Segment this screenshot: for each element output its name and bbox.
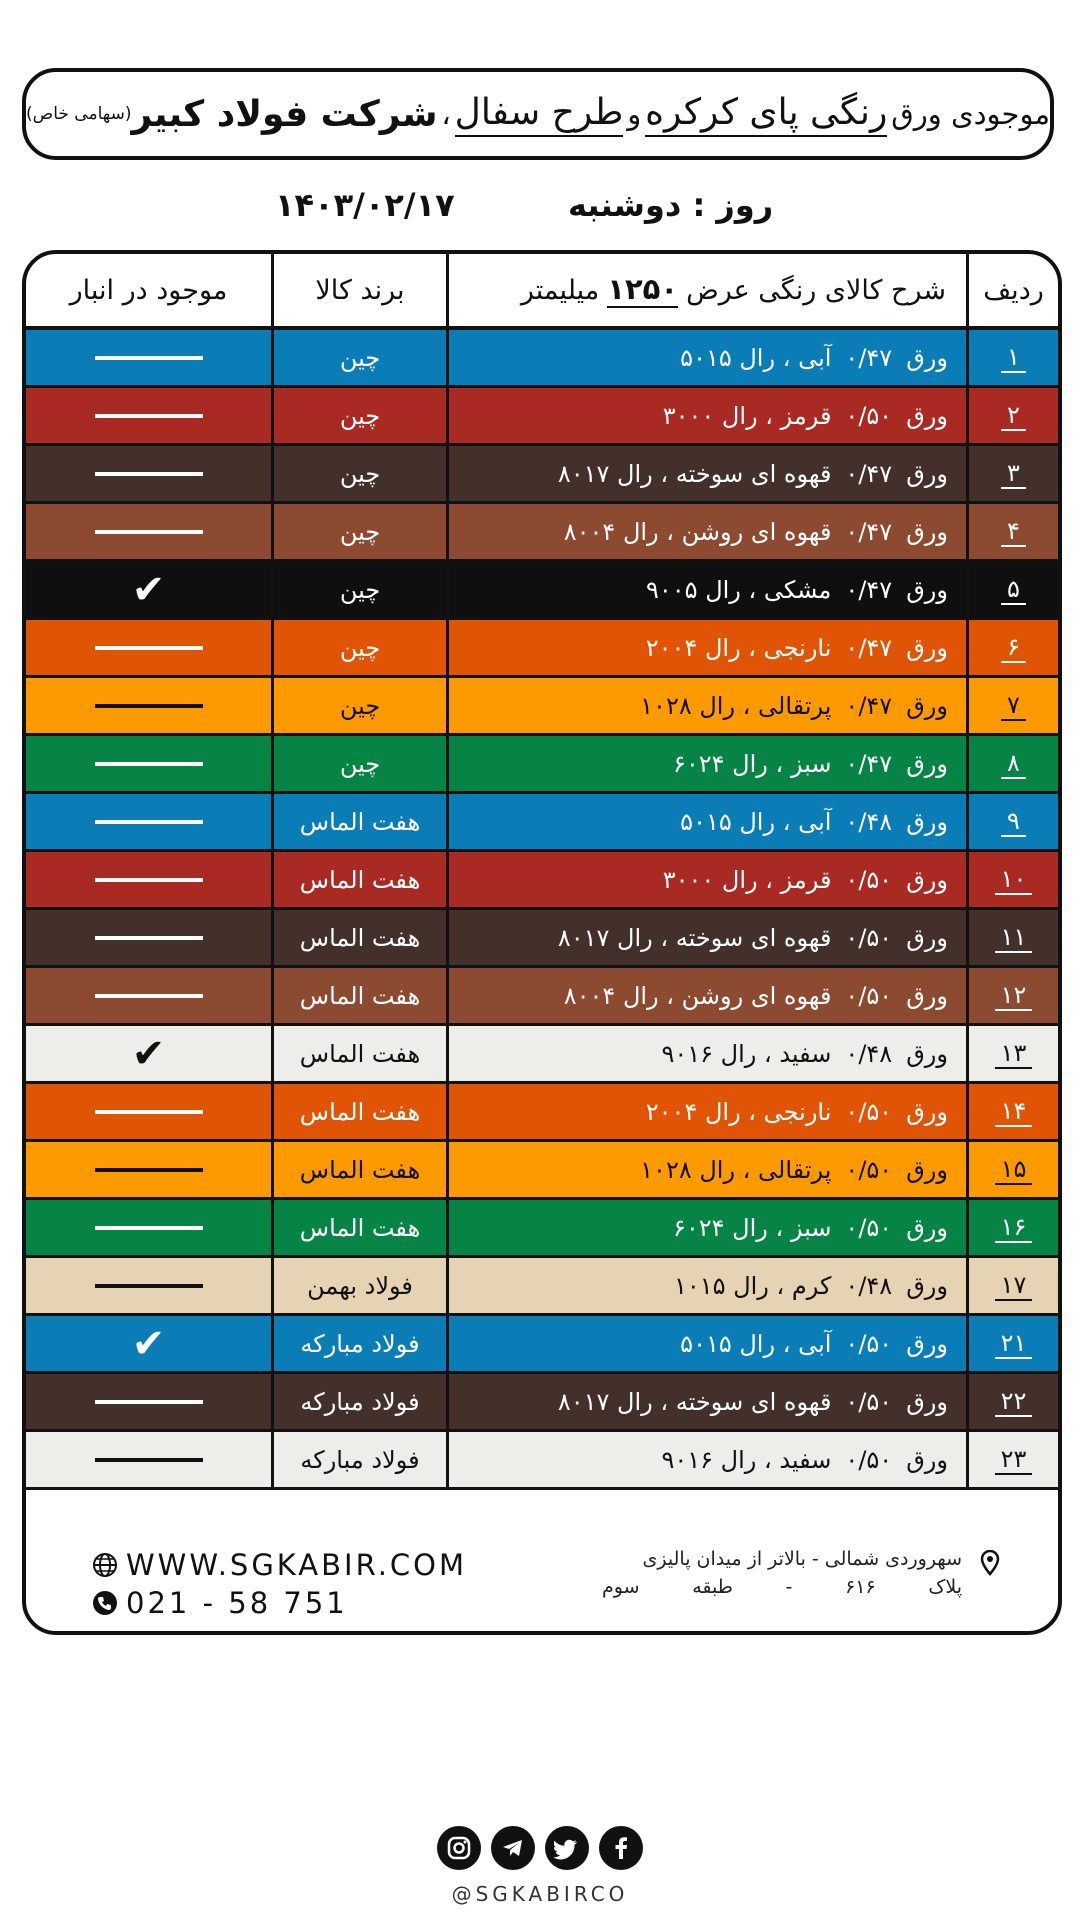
row-number-cell — [969, 852, 1058, 907]
table-row — [26, 678, 1058, 736]
thickness: ۰/۵۰ — [845, 401, 893, 430]
out-of-stock-dash — [95, 1284, 203, 1288]
table-row — [26, 794, 1058, 852]
description-cell — [449, 794, 969, 849]
color-spec: قرمز ، رال ۳۰۰۰ — [662, 401, 832, 430]
description-cell — [449, 1258, 969, 1313]
header-desc-width: ۱۲۵۰ — [607, 272, 679, 306]
phone[interactable] — [92, 1586, 348, 1620]
color-spec: قهوه ای روشن ، رال ۸۰۰۴ — [563, 517, 832, 546]
out-of-stock-dash — [95, 646, 203, 650]
in-stock-check-icon: ✔ — [131, 566, 166, 613]
facebook-icon[interactable] — [599, 1826, 643, 1870]
color-spec: نارنجی ، رال ۲۰۰۴ — [645, 633, 832, 662]
table-row — [26, 1374, 1058, 1432]
header-desc-post: میلیمتر — [520, 274, 600, 306]
company-name: شرکت فولاد کبیر — [131, 93, 438, 135]
stock-cell — [26, 736, 274, 791]
social-icons — [0, 1826, 1080, 1870]
row-number: ۱۳ — [995, 1039, 1033, 1069]
row-number-cell — [969, 1026, 1058, 1081]
description-cell — [449, 562, 969, 617]
thickness: ۰/۵۰ — [845, 1155, 893, 1184]
table-header — [26, 254, 1058, 330]
description-cell — [449, 968, 969, 1023]
table-row — [26, 1142, 1058, 1200]
color-spec: قهوه ای سوخته ، رال ۸۰۱۷ — [557, 923, 832, 952]
description-cell — [449, 330, 969, 385]
color-spec: قرمز ، رال ۳۰۰۰ — [662, 865, 832, 894]
out-of-stock-dash — [95, 356, 203, 360]
title-comma: ، — [441, 97, 451, 131]
product-word: ورق — [906, 401, 948, 430]
row-number: ۸ — [1001, 749, 1026, 779]
stock-cell — [26, 1258, 274, 1313]
color-spec: سفید ، رال ۹۰۱۶ — [661, 1445, 832, 1474]
location-pin-icon — [980, 1550, 1000, 1580]
row-number-cell — [969, 1316, 1058, 1371]
thickness: ۰/۵۰ — [845, 865, 893, 894]
row-number-cell — [969, 620, 1058, 675]
table-row — [26, 504, 1058, 562]
row-number: ۱۲ — [995, 981, 1033, 1011]
thickness: ۰/۴۷ — [845, 517, 893, 546]
product-word: ورق — [906, 459, 948, 488]
row-number-cell — [969, 1084, 1058, 1139]
globe-icon — [92, 1552, 118, 1578]
out-of-stock-dash — [95, 878, 203, 882]
row-number: ۹ — [1001, 807, 1026, 837]
product-word: ورق — [906, 1039, 948, 1068]
description-cell — [449, 1374, 969, 1429]
table-row — [26, 1026, 1058, 1084]
address-word: ۶۱۶ — [845, 1576, 876, 1598]
out-of-stock-dash — [95, 414, 203, 418]
row-number-cell — [969, 388, 1058, 443]
product-word: ورق — [906, 1271, 948, 1300]
instagram-icon[interactable] — [437, 1826, 481, 1870]
footer — [26, 1504, 1058, 1634]
brand-cell: فولاد مبارکه — [274, 1374, 449, 1429]
color-spec: قهوه ای سوخته ، رال ۸۰۱۷ — [557, 1387, 832, 1416]
row-number-cell — [969, 794, 1058, 849]
website[interactable] — [92, 1548, 467, 1582]
product-word: ورق — [906, 1387, 948, 1416]
thickness: ۰/۵۰ — [845, 1445, 893, 1474]
out-of-stock-dash — [95, 472, 203, 476]
thickness: ۰/۵۰ — [845, 1213, 893, 1242]
product-word: ورق — [906, 749, 948, 778]
color-spec: کرم ، رال ۱۰۱۵ — [674, 1271, 832, 1300]
row-number-cell — [969, 1258, 1058, 1313]
thickness: ۰/۵۰ — [845, 981, 893, 1010]
description-cell — [449, 910, 969, 965]
telegram-icon[interactable] — [491, 1826, 535, 1870]
table-row — [26, 1200, 1058, 1258]
row-number: ۲۳ — [995, 1445, 1033, 1475]
company-type: (سهامی خاص) — [26, 104, 132, 124]
header-desc-pre: شرح کالای رنگی عرض — [686, 274, 946, 306]
phone-text: 021 - 58 751 — [126, 1586, 348, 1620]
out-of-stock-dash — [95, 1110, 203, 1114]
title-part1: موجودی ورق — [891, 97, 1050, 131]
out-of-stock-dash — [95, 762, 203, 766]
row-number: ۱۶ — [995, 1213, 1033, 1243]
description-cell — [449, 1084, 969, 1139]
color-spec: قهوه ای سوخته ، رال ۸۰۱۷ — [557, 459, 832, 488]
header-num: ردیف — [983, 274, 1044, 306]
row-number: ۱۵ — [995, 1155, 1033, 1185]
thickness: ۰/۵۰ — [845, 1387, 893, 1416]
brand-cell: چین — [274, 504, 449, 559]
row-number: ۱۱ — [995, 923, 1033, 953]
stock-cell — [26, 1200, 274, 1255]
table-row — [26, 852, 1058, 910]
row-number-cell — [969, 910, 1058, 965]
color-spec: آبی ، رال ۵۰۱۵ — [680, 1329, 832, 1358]
out-of-stock-dash — [95, 820, 203, 824]
description-cell — [449, 678, 969, 733]
address-word: سوم — [602, 1576, 640, 1598]
in-stock-check-icon: ✔ — [131, 1320, 166, 1367]
thickness: ۰/۵۰ — [845, 1329, 893, 1358]
stock-cell — [26, 1374, 274, 1429]
brand-cell: هفت الماس — [274, 1084, 449, 1139]
thickness: ۰/۴۷ — [845, 575, 893, 604]
table-row — [26, 736, 1058, 794]
product-word: ورق — [906, 1329, 948, 1358]
stock-cell — [26, 794, 274, 849]
row-number: ۷ — [1001, 691, 1026, 721]
product-word: ورق — [906, 981, 948, 1010]
row-number-cell — [969, 1200, 1058, 1255]
row-number: ۶ — [1001, 633, 1026, 663]
description-cell — [449, 736, 969, 791]
date-value: ۱۴۰۳/۰۲/۱۷ — [275, 186, 455, 224]
description-cell — [449, 1200, 969, 1255]
description-cell — [449, 1026, 969, 1081]
address-word: - — [785, 1576, 793, 1598]
table-row — [26, 330, 1058, 388]
address-word: طبقه — [692, 1576, 733, 1598]
thickness: ۰/۵۰ — [845, 1097, 893, 1126]
product-word: ورق — [906, 691, 948, 720]
description-cell — [449, 1432, 969, 1487]
title-banner — [22, 68, 1054, 160]
product-word: ورق — [906, 1097, 948, 1126]
row-number: ۴ — [1001, 517, 1026, 547]
phone-icon — [92, 1590, 118, 1616]
in-stock-check-icon: ✔ — [131, 1030, 166, 1077]
stock-cell — [26, 1026, 274, 1081]
description-cell — [449, 852, 969, 907]
brand-cell: هفت الماس — [274, 968, 449, 1023]
thickness: ۰/۴۸ — [845, 807, 893, 836]
stock-cell — [26, 910, 274, 965]
stock-cell — [26, 1084, 274, 1139]
row-number: ۱۷ — [995, 1271, 1033, 1301]
thickness: ۰/۴۸ — [845, 1271, 893, 1300]
description-cell — [449, 1142, 969, 1197]
header-brand: برند کالا — [274, 254, 449, 326]
thickness: ۰/۴۷ — [845, 343, 893, 372]
table-row — [26, 388, 1058, 446]
row-number-cell — [969, 1142, 1058, 1197]
product-word: ورق — [906, 343, 948, 372]
stock-cell — [26, 446, 274, 501]
color-spec: پرتقالی ، رال ۱۰۲۸ — [640, 1155, 832, 1184]
brand-cell: چین — [274, 736, 449, 791]
table-row — [26, 910, 1058, 968]
row-number: ۲ — [1001, 401, 1026, 431]
product-word: ورق — [906, 575, 948, 604]
color-spec: سبز ، رال ۶۰۲۴ — [672, 749, 832, 778]
brand-cell: چین — [274, 562, 449, 617]
brand-cell: چین — [274, 330, 449, 385]
row-number: ۱۰ — [995, 865, 1033, 895]
row-number-cell — [969, 1374, 1058, 1429]
thickness: ۰/۴۸ — [845, 1039, 893, 1068]
row-number: ۱ — [1001, 343, 1026, 373]
inventory-table — [22, 250, 1062, 1635]
product-word: ورق — [906, 807, 948, 836]
date-line — [0, 186, 1080, 236]
table-row — [26, 1432, 1058, 1490]
social-handle: @SGKABIRCO — [451, 1882, 629, 1906]
brand-cell: هفت الماس — [274, 794, 449, 849]
out-of-stock-dash — [95, 704, 203, 708]
date-day: روز : دوشنبه — [568, 186, 774, 224]
row-number-cell — [969, 562, 1058, 617]
stock-cell — [26, 388, 274, 443]
brand-cell: هفت الماس — [274, 1142, 449, 1197]
color-spec: آبی ، رال ۵۰۱۵ — [680, 807, 832, 836]
out-of-stock-dash — [95, 936, 203, 940]
address-line2 — [602, 1576, 962, 1598]
color-spec: سبز ، رال ۶۰۲۴ — [672, 1213, 832, 1242]
description-cell — [449, 388, 969, 443]
table-row — [26, 1258, 1058, 1316]
stock-cell — [26, 1432, 274, 1487]
product-word: ورق — [906, 865, 948, 894]
description-cell — [449, 446, 969, 501]
website-text: WWW.SGKABIR.COM — [126, 1548, 468, 1582]
brand-cell: فولاد مبارکه — [274, 1432, 449, 1487]
title-part2: رنگی پای کرکره — [645, 91, 887, 137]
row-number-cell — [969, 504, 1058, 559]
brand-cell: هفت الماس — [274, 910, 449, 965]
stock-cell — [26, 1142, 274, 1197]
product-word: ورق — [906, 1445, 948, 1474]
title-part4: طرح سفال — [455, 91, 624, 137]
color-spec: پرتقالی ، رال ۱۰۲۸ — [640, 691, 832, 720]
thickness: ۰/۴۷ — [845, 749, 893, 778]
header-description — [449, 254, 969, 326]
description-cell — [449, 504, 969, 559]
thickness: ۰/۴۷ — [845, 633, 893, 662]
stock-cell — [26, 852, 274, 907]
twitter-icon[interactable] — [545, 1826, 589, 1870]
stock-cell — [26, 968, 274, 1023]
table-row — [26, 1316, 1058, 1374]
color-spec: قهوه ای روشن ، رال ۸۰۰۴ — [563, 981, 832, 1010]
color-spec: سفید ، رال ۹۰۱۶ — [661, 1039, 832, 1068]
brand-cell: فولاد بهمن — [274, 1258, 449, 1313]
brand-cell: چین — [274, 446, 449, 501]
brand-cell: فولاد مبارکه — [274, 1316, 449, 1371]
product-word: ورق — [906, 1155, 948, 1184]
stock-cell — [26, 330, 274, 385]
brand-cell: هفت الماس — [274, 1026, 449, 1081]
address-word: پلاک — [928, 1576, 962, 1598]
color-spec: نارنجی ، رال ۲۰۰۴ — [645, 1097, 832, 1126]
row-number-cell — [969, 446, 1058, 501]
table-row — [26, 968, 1058, 1026]
table-row — [26, 446, 1058, 504]
out-of-stock-dash — [95, 1226, 203, 1230]
product-word: ورق — [906, 517, 948, 546]
row-number-cell — [969, 330, 1058, 385]
product-word: ورق — [906, 1213, 948, 1242]
row-number-cell — [969, 678, 1058, 733]
row-number-cell — [969, 968, 1058, 1023]
title-part3: و — [627, 97, 642, 131]
table-row — [26, 620, 1058, 678]
out-of-stock-dash — [95, 1168, 203, 1172]
color-spec: مشکی ، رال ۹۰۰۵ — [646, 575, 832, 604]
row-number: ۱۴ — [995, 1097, 1033, 1127]
row-number-cell — [969, 1432, 1058, 1487]
thickness: ۰/۵۰ — [845, 923, 893, 952]
thickness: ۰/۴۷ — [845, 691, 893, 720]
stock-cell — [26, 562, 274, 617]
brand-cell: چین — [274, 620, 449, 675]
table-row — [26, 562, 1058, 620]
brand-cell: هفت الماس — [274, 1200, 449, 1255]
row-number: ۲۲ — [995, 1387, 1033, 1417]
table-row — [26, 1084, 1058, 1142]
row-number-cell — [969, 736, 1058, 791]
header-stock: موجود در انبار — [26, 254, 274, 326]
color-spec: آبی ، رال ۵۰۱۵ — [680, 343, 832, 372]
out-of-stock-dash — [95, 530, 203, 534]
stock-cell — [26, 620, 274, 675]
out-of-stock-dash — [95, 1400, 203, 1404]
stock-cell — [26, 678, 274, 733]
stock-cell — [26, 504, 274, 559]
row-number: ۲۱ — [995, 1329, 1033, 1359]
product-word: ورق — [906, 633, 948, 662]
row-number: ۵ — [1001, 575, 1026, 605]
thickness: ۰/۴۷ — [845, 459, 893, 488]
brand-cell: چین — [274, 388, 449, 443]
product-word: ورق — [906, 923, 948, 952]
stock-cell — [26, 1316, 274, 1371]
brand-cell: چین — [274, 678, 449, 733]
address-line1: سهروردی شمالی - بالاتر از میدان پالیزی — [642, 1548, 962, 1570]
description-cell — [449, 1316, 969, 1371]
row-number: ۳ — [1001, 459, 1026, 489]
out-of-stock-dash — [95, 1458, 203, 1462]
description-cell — [449, 620, 969, 675]
brand-cell: هفت الماس — [274, 852, 449, 907]
out-of-stock-dash — [95, 994, 203, 998]
